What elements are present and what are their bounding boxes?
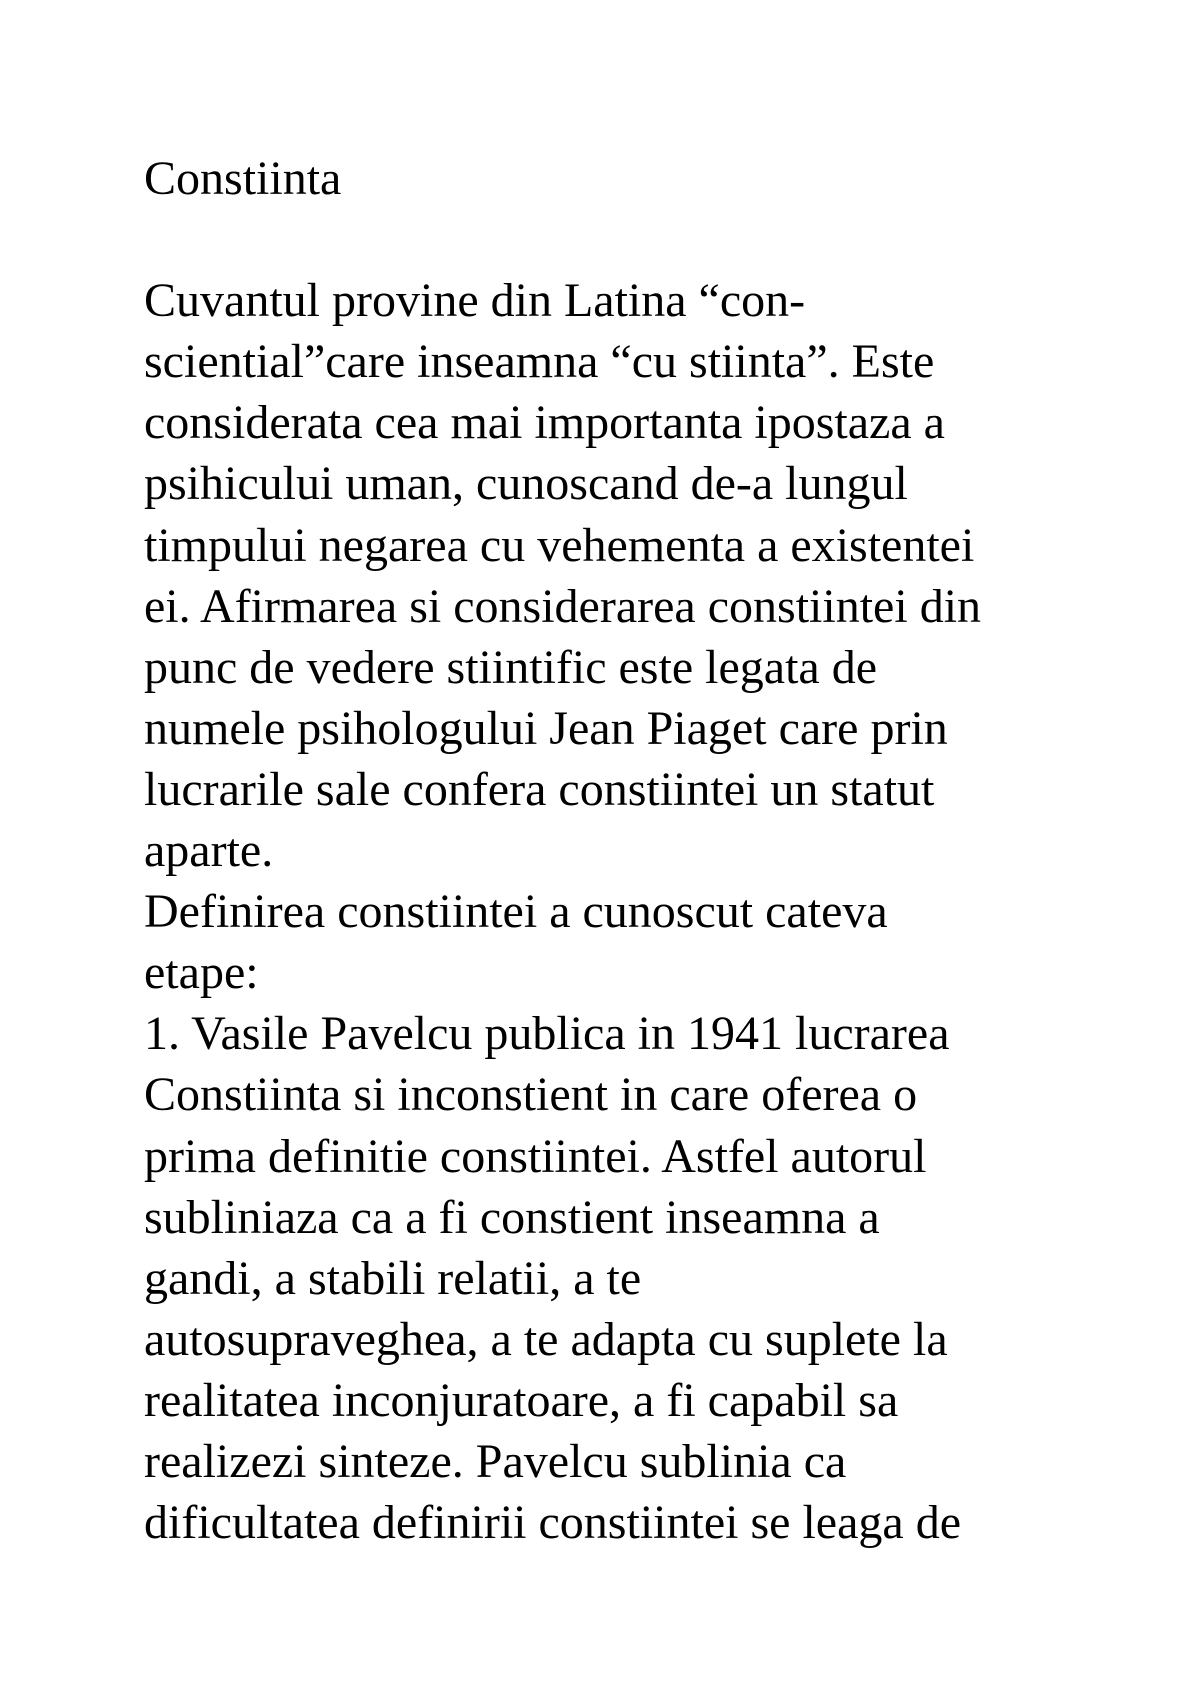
paragraph-line: sciential”care inseamna “cu stiinta”. Este [144, 335, 935, 389]
list-item-line: Constiinta si inconstient in care oferea o [144, 1068, 918, 1122]
list-item-line: realitatea inconjuratoare, a fi capabil sa [144, 1373, 899, 1427]
document-body [144, 148, 1144, 1553]
list-item-line: prima definitie constiintei. Astfel autorul [144, 1129, 927, 1183]
list-item-line: gandi, a stabili relatii, a te [144, 1251, 642, 1305]
paragraph-line: timpului negarea cu vehementa a existentei [144, 518, 975, 572]
document-title: Constiinta [144, 152, 342, 205]
paragraph-line: considerata cea mai importanta ipostaza a [144, 396, 945, 450]
blank-line [144, 209, 1144, 270]
paragraph-line: ei. Afirmarea si considerarea constiintei din [144, 579, 982, 633]
paragraph-line: aparte. [144, 824, 274, 878]
paragraph-line: Definirea constiintei a cunoscut cateva [144, 885, 888, 939]
list-item-line: 1. Vasile Pavelcu publica in 1941 lucrarea [144, 1007, 950, 1061]
list-item-line: realizezi sinteze. Pavelcu sublinia ca [144, 1434, 847, 1488]
list-item-line: subliniaza ca a fi constient inseamna a [144, 1190, 880, 1244]
list-item-line: dificultatea definirii constiintei se leaga de [144, 1496, 962, 1550]
paragraph-line: psihicului uman, cunoscand de-a lungul [144, 457, 908, 511]
paragraph-line: punc de vedere stiintific este legata de [144, 640, 878, 694]
paragraph-line: numele psihologului Jean Piaget care prin [144, 701, 948, 755]
list-item-line: autosupraveghea, a te adapta cu suplete la [144, 1312, 948, 1366]
paragraph-line: lucrarile sale confera constiintei un statut [144, 762, 935, 816]
paragraph-line: etape: [144, 946, 259, 1000]
paragraph-line: Cuvantul provine din Latina “con- [144, 274, 806, 328]
